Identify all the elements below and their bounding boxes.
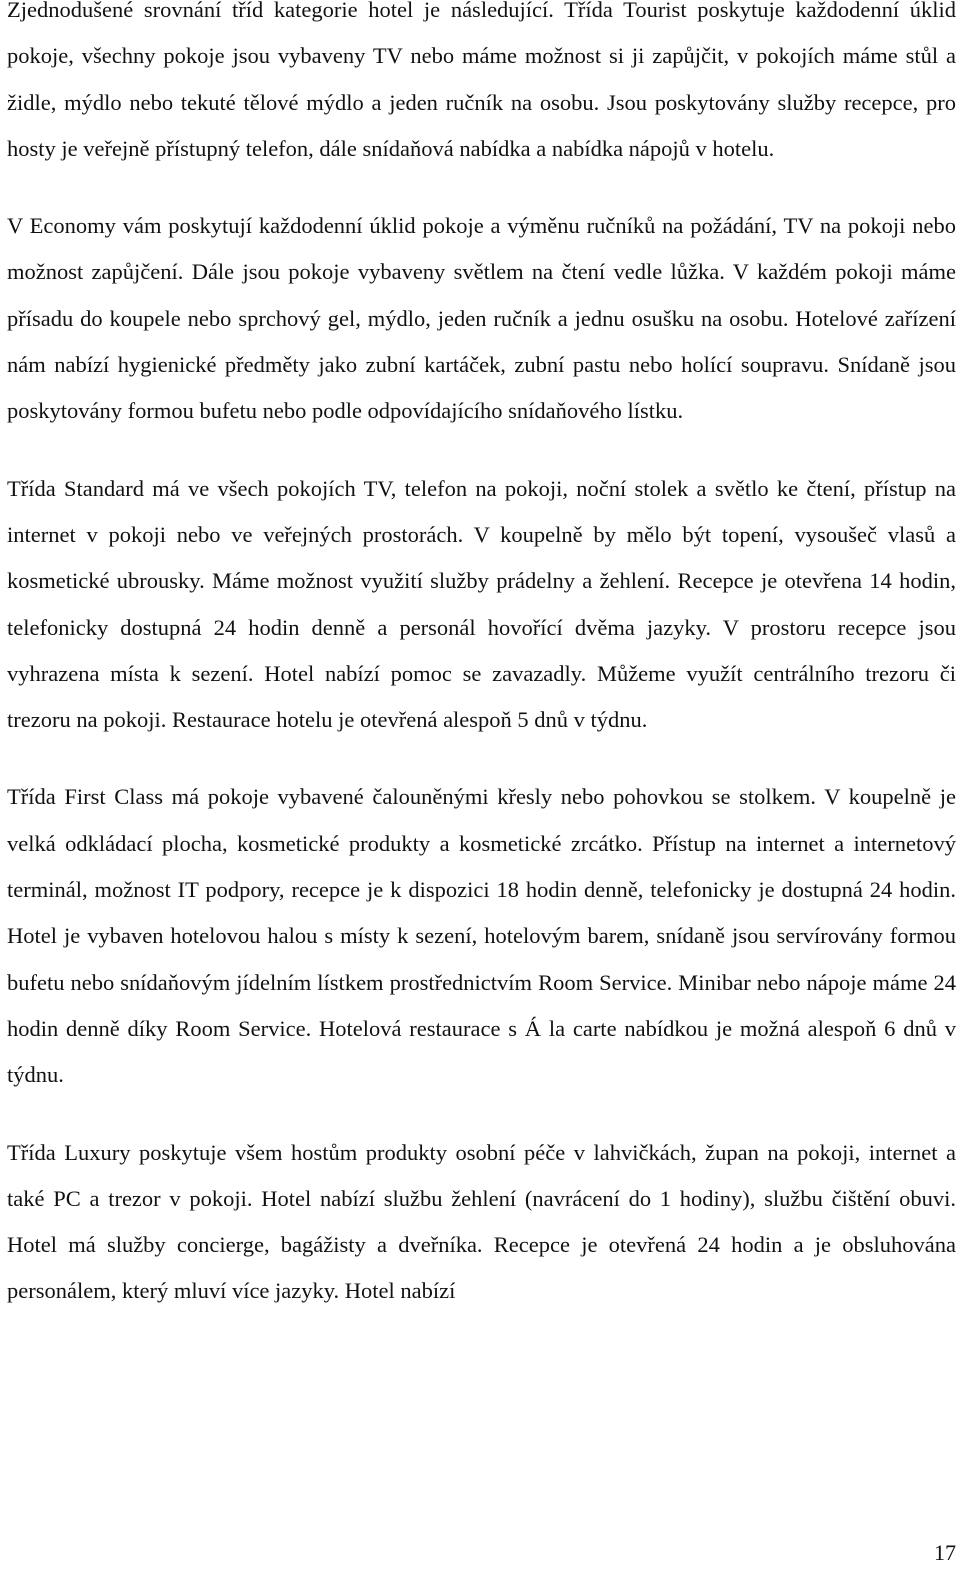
page-number: 17	[934, 1540, 956, 1565]
paragraph-tourist: Zjednodušené srovnání tříd kategorie hotel je následující. Třída Tourist poskytuje každodenní úklid pokoje, všechny pokoje jsou vybaveny TV nebo máme možnost si ji zapůjčit, v pokojích máme stůl a židle, mýdlo nebo tekuté tělové mýdlo a jeden ručník na osobu. Jsou poskytovány služby recepce, pro hosty je veřejně přístupný telefon, dále snídaňová nabídka a nabídka nápojů v hotelu.	[7, 0, 956, 161]
paragraph-economy: V Economy vám poskytují každodenní úklid pokoje a výměnu ručníků na požádání, TV na pokoji nebo možnost zapůjčení. Dále jsou pokoje vybaveny světlem na čtení vedle lůžka. V každém pokoji máme přísadu do koupele nebo sprchový gel, mýdlo, jeden ručník a jednu osušku na osobu. Hotelové zařízení nám nabízí hygienické předměty jako zubní kartáček, zubní pastu nebo holící soupravu. Snídaně jsou poskytovány formou bufetu nebo podle odpovídajícího snídaňového lístku.	[7, 213, 956, 424]
paragraph-first-class: Třída First Class má pokoje vybavené čalouněnými křesly nebo pohovkou se stolkem. V koupelně je velká odkládací plocha, kosmetické produkty a kosmetické zrcátko. Přístup na internet a internetový terminál, možnost IT podpory, recepce je k dispozici 18 hodin denně, telefonicky je dostupná 24 hodin. Hotel je vybaven hotelovou halou s místy k sezení, hotelovým barem, snídaně jsou servírovány formou bufetu nebo snídaňovým jídelním lístkem prostřednictvím Room Service. Minibar nebo nápoje máme 24 hodin denně díky Room Service. Hotelová restaurace s Á la carte nabídkou je možná alespoň 6 dnů v týdnu.	[7, 784, 956, 1088]
paragraph-standard: Třída Standard má ve všech pokojích TV, telefon na pokoji, noční stolek a světlo ke čtení, přístup na internet v pokoji nebo ve veřejných prostorách. V koupelně by mělo být topení, vysoušeč vlasů a kosmetické ubrousky. Máme možnost využití služby prádelny a žehlení. Recepce je otevřena 14 hodin, telefonicky dostupná 24 hodin denně a personál hovořící dvěma jazyky. V prostoru recepce jsou vyhrazena místa k sezení. Hotel nabízí pomoc se zavazadly. Můžeme využít centrálního trezoru či trezoru na pokoji. Restaurace hotelu je otevřená alespoň 5 dnů v týdnu.	[7, 475, 956, 733]
document-body	[7, 0, 956, 1346]
paragraph-luxury: Třída Luxury poskytuje všem hostům produkty osobní péče v lahvičkách, župan na pokoji, internet a také PC a trezor v pokoji. Hotel nabízí službu žehlení (navrácení do 1 hodiny), službu čištění obuvi. Hotel má služby concierge, bagážisty a dveřníka. Recepce je otevřená 24 hodin a je obsluhována personálem, který mluví více jazyky. Hotel nabízí	[7, 1139, 956, 1304]
